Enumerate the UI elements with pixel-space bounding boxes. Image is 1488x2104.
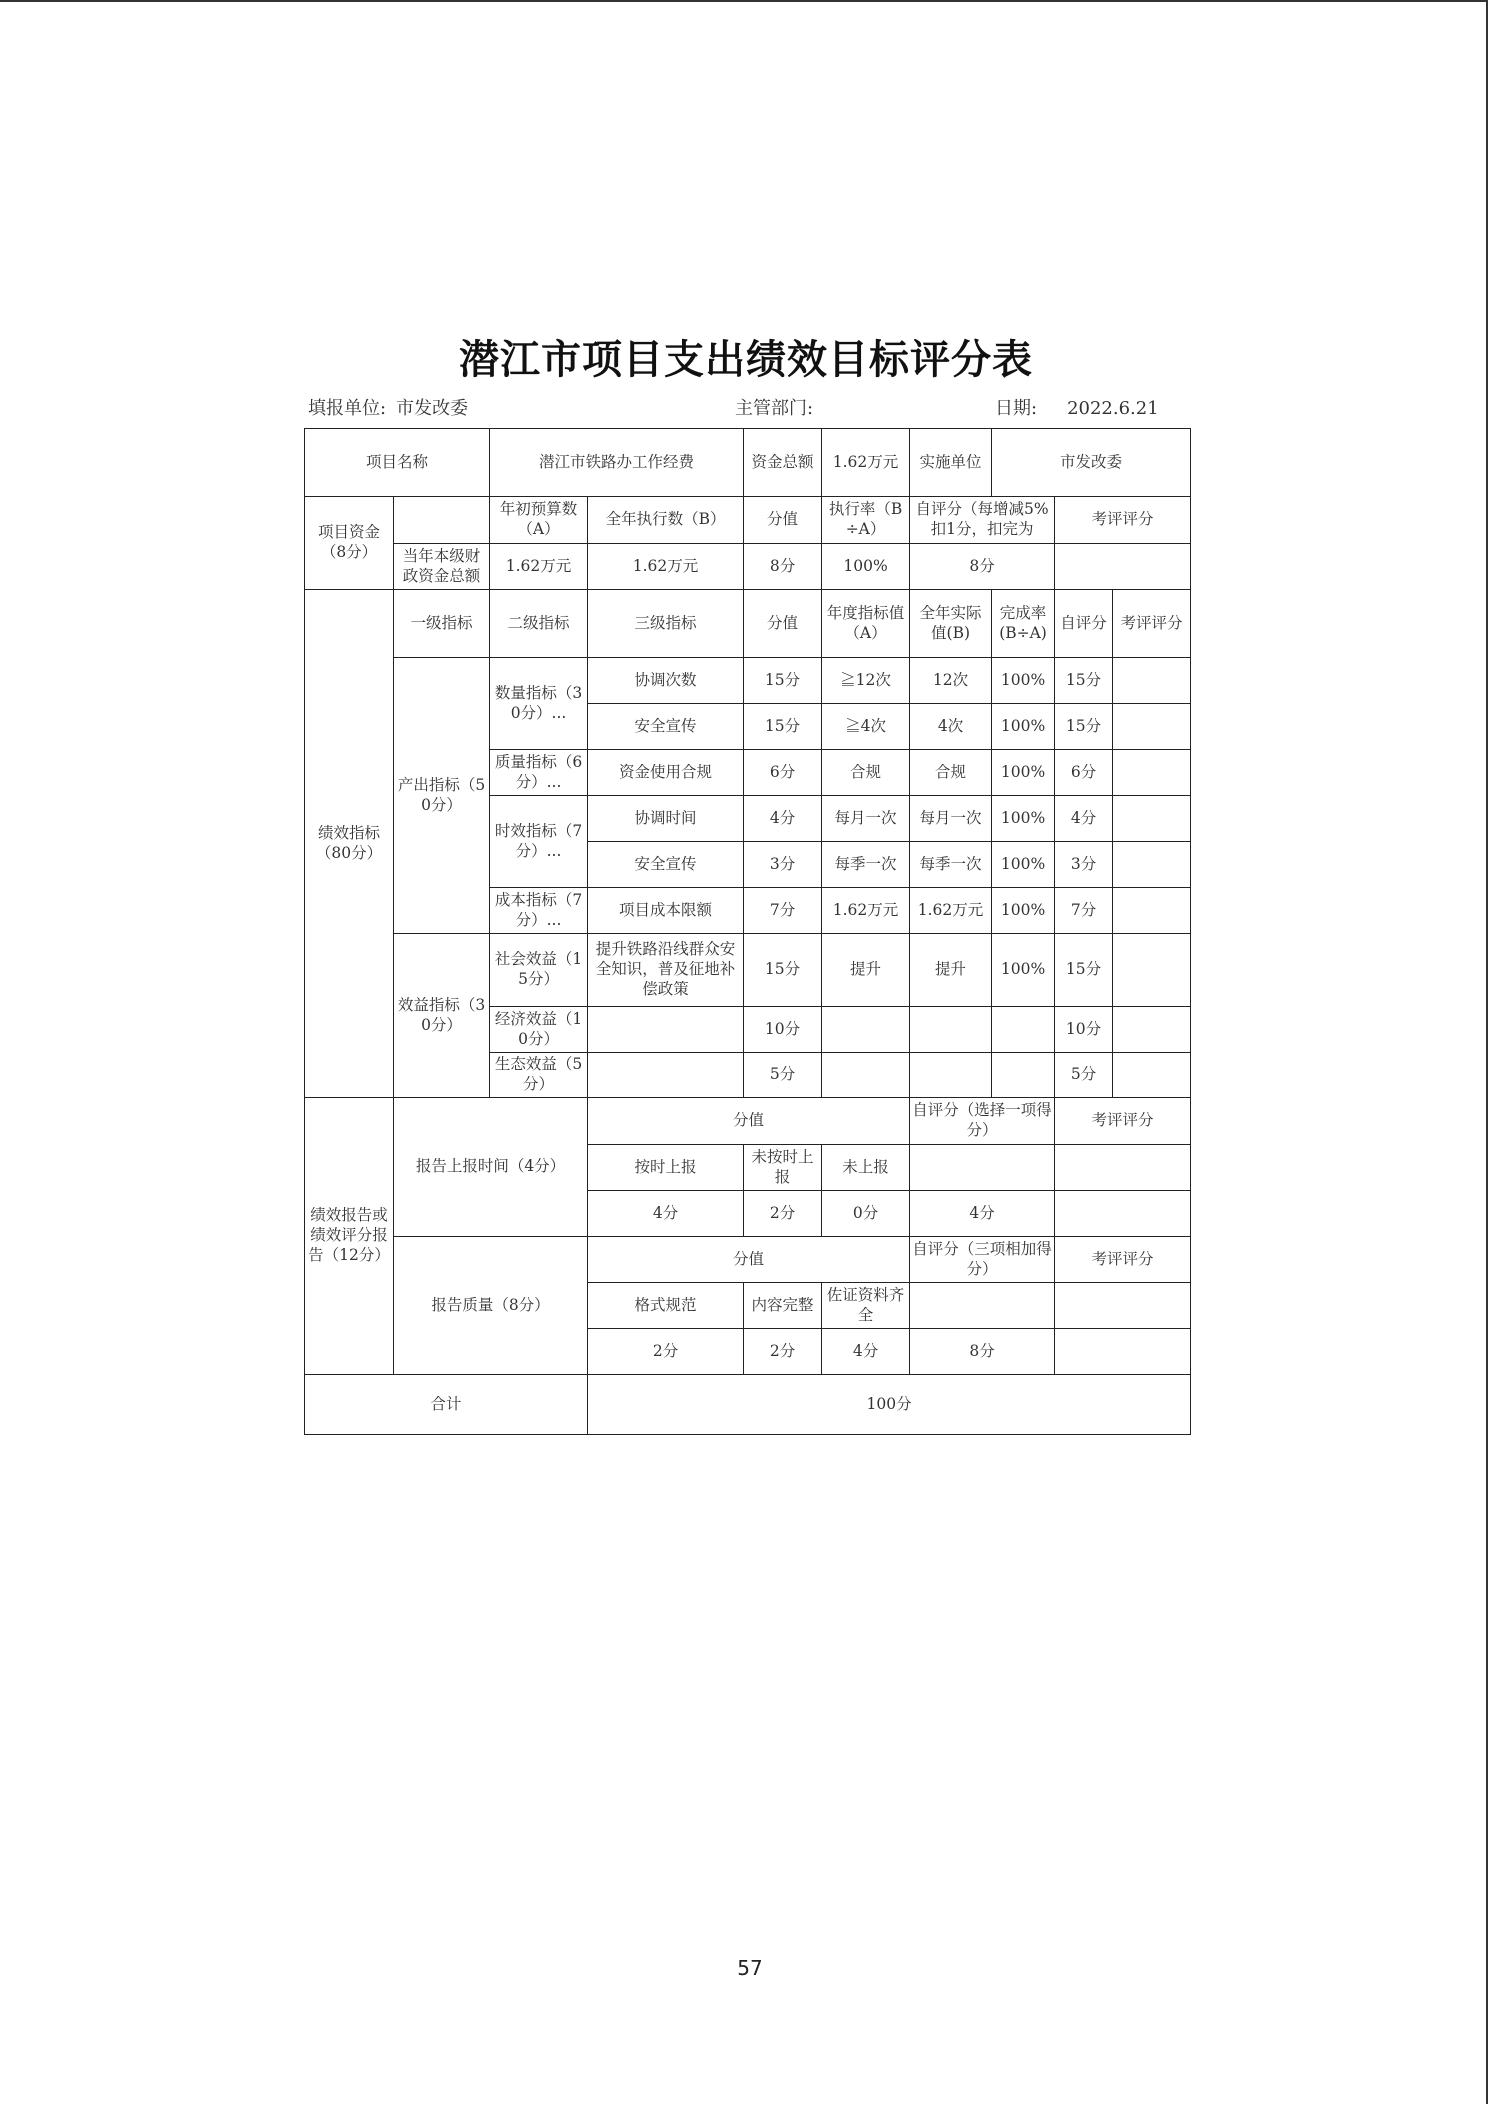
perf-actual — [910, 1053, 992, 1098]
page-number: 57 — [737, 1956, 763, 1980]
output-indicator-label: 产出指标（50分） — [394, 658, 490, 934]
perf-self: 4分 — [1055, 796, 1113, 842]
report-quality-value: 2分 — [744, 1329, 822, 1375]
report-quality-value: 4分 — [822, 1329, 910, 1375]
total-value: 100分 — [588, 1375, 1191, 1435]
cost-indicator-label: 成本指标（7分）... — [490, 888, 588, 934]
report-quality-self-blank — [910, 1283, 1055, 1329]
fund-total-value: 1.62万元 — [822, 429, 910, 497]
report-quality-review — [1055, 1329, 1191, 1375]
document-title: 潜江市项目支出绩效目标评分表 — [459, 336, 1033, 383]
perf-rate: 100% — [992, 888, 1055, 934]
social-benefit-label: 社会效益（15分） — [490, 934, 588, 1007]
perf-l3 — [588, 1007, 744, 1053]
perf-h-self: 自评分 — [1055, 590, 1113, 658]
perf-l3: 协调次数 — [588, 658, 744, 704]
perf-review — [1113, 796, 1191, 842]
perf-self: 15分 — [1055, 934, 1113, 1007]
perf-review — [1113, 842, 1191, 888]
meta-date-label: 日期: — [995, 398, 1038, 419]
meta-dept-label: 主管部门: — [735, 398, 814, 419]
perf-h-actual: 全年实际值(B) — [910, 590, 992, 658]
report-time-score-header: 分值 — [588, 1098, 910, 1145]
perf-review — [1113, 704, 1191, 750]
fund-header-row — [305, 497, 1191, 544]
project-row — [305, 429, 1191, 497]
perf-target: 每季一次 — [822, 842, 910, 888]
perf-score: 10分 — [744, 1007, 822, 1053]
perf-target — [822, 1007, 910, 1053]
perf-actual: 合规 — [910, 750, 992, 796]
report-quality-self-header: 自评分（三项相加得分） — [910, 1237, 1055, 1283]
fund-initial: 1.62万元 — [490, 544, 588, 590]
perf-actual: 每季一次 — [910, 842, 992, 888]
project-name-value: 潜江市铁路办工作经费 — [490, 429, 744, 497]
perf-self: 15分 — [1055, 658, 1113, 704]
perf-actual — [910, 1007, 992, 1053]
perf-h-l3: 三级指标 — [588, 590, 744, 658]
report-quality-label: 报告质量（8分） — [394, 1237, 588, 1375]
perf-section-label: 绩效指标（80分） — [305, 590, 394, 1098]
perf-l3: 安全宣传 — [588, 704, 744, 750]
report-time-option: 未按时上报 — [744, 1145, 822, 1191]
report-time-header-row — [305, 1098, 1191, 1145]
perf-score: 7分 — [744, 888, 822, 934]
report-time-self: 4分 — [910, 1191, 1055, 1237]
project-name-label: 项目名称 — [305, 429, 490, 497]
perf-actual: 每月一次 — [910, 796, 992, 842]
fund-col-score: 分值 — [744, 497, 822, 544]
perf-l3: 安全宣传 — [588, 842, 744, 888]
perf-rate: 100% — [992, 842, 1055, 888]
fund-row-label: 当年本级财政资金总额 — [394, 544, 490, 590]
fund-col-rate: 执行率（B÷A） — [822, 497, 910, 544]
total-label: 合计 — [305, 1375, 588, 1435]
perf-row — [305, 658, 1191, 704]
perf-h-rate: 完成率(B÷A) — [992, 590, 1055, 658]
report-section-label: 绩效报告或绩效评分报告（12分） — [305, 1098, 394, 1375]
fund-col-self: 自评分（每增减5%扣1分，扣完为 — [910, 497, 1055, 544]
perf-rate: 100% — [992, 658, 1055, 704]
perf-score: 3分 — [744, 842, 822, 888]
perf-target: ≧4次 — [822, 704, 910, 750]
perf-target: 提升 — [822, 934, 910, 1007]
report-time-self-blank — [910, 1145, 1055, 1191]
perf-h-l2: 二级指标 — [490, 590, 588, 658]
meta-unit — [308, 394, 468, 420]
report-time-label: 报告上报时间（4分） — [394, 1098, 588, 1237]
score-table — [304, 428, 1191, 1435]
perf-target: ≧12次 — [822, 658, 910, 704]
perf-review — [1113, 934, 1191, 1007]
perf-rate: 100% — [992, 796, 1055, 842]
perf-self: 6分 — [1055, 750, 1113, 796]
perf-score: 4分 — [744, 796, 822, 842]
perf-h-score: 分值 — [744, 590, 822, 658]
meta-unit-value: 市发改委 — [396, 398, 469, 419]
report-quality-option: 内容完整 — [744, 1283, 822, 1329]
perf-self: 7分 — [1055, 888, 1113, 934]
perf-l3: 提升铁路沿线群众安全知识，普及征地补偿政策 — [588, 934, 744, 1007]
perf-l3: 项目成本限额 — [588, 888, 744, 934]
report-quality-header-row — [305, 1237, 1191, 1283]
perf-l3: 协调时间 — [588, 796, 744, 842]
perf-target: 合规 — [822, 750, 910, 796]
report-quality-value: 2分 — [588, 1329, 744, 1375]
perf-l3 — [588, 1053, 744, 1098]
perf-target: 每月一次 — [822, 796, 910, 842]
perf-score: 15分 — [744, 704, 822, 750]
report-quality-option: 格式规范 — [588, 1283, 744, 1329]
ecological-benefit-label: 生态效益（5分） — [490, 1053, 588, 1098]
report-quality-option: 佐证资料齐全 — [822, 1283, 910, 1329]
perf-actual: 1.62万元 — [910, 888, 992, 934]
perf-header-row — [305, 590, 1191, 658]
total-row — [305, 1375, 1191, 1435]
perf-review — [1113, 750, 1191, 796]
perf-target — [822, 1053, 910, 1098]
perf-review — [1113, 658, 1191, 704]
fund-col-initial: 年初预算数（A） — [490, 497, 588, 544]
report-time-review-header: 考评评分 — [1055, 1098, 1191, 1145]
perf-h-l1: 一级指标 — [394, 590, 490, 658]
report-time-self-header: 自评分（选择一项得分） — [910, 1098, 1055, 1145]
report-time-option: 未上报 — [822, 1145, 910, 1191]
timeliness-indicator-label: 时效指标（7分）... — [490, 796, 588, 888]
perf-row — [305, 934, 1191, 1007]
report-quality-self: 8分 — [910, 1329, 1055, 1375]
meta-unit-label: 填报单位: — [308, 398, 387, 419]
meta-dept — [735, 394, 813, 420]
perf-score: 15分 — [744, 934, 822, 1007]
perf-h-review: 考评评分 — [1113, 590, 1191, 658]
perf-self: 3分 — [1055, 842, 1113, 888]
report-time-value: 2分 — [744, 1191, 822, 1237]
perf-actual: 4次 — [910, 704, 992, 750]
report-time-review-blank — [1055, 1145, 1191, 1191]
perf-rate: 100% — [992, 750, 1055, 796]
benefit-indicator-label: 效益指标（30分） — [394, 934, 490, 1098]
report-quality-review-header: 考评评分 — [1055, 1237, 1191, 1283]
report-quality-score-header: 分值 — [588, 1237, 910, 1283]
perf-rate — [992, 1053, 1055, 1098]
perf-rate: 100% — [992, 704, 1055, 750]
fund-col-exec: 全年执行数（B） — [588, 497, 744, 544]
impl-unit-label: 实施单位 — [910, 429, 992, 497]
fund-score: 8分 — [744, 544, 822, 590]
perf-h-target: 年度指标值（A） — [822, 590, 910, 658]
perf-self: 5分 — [1055, 1053, 1113, 1098]
meta-date — [995, 394, 1159, 420]
report-time-review — [1055, 1191, 1191, 1237]
perf-actual: 12次 — [910, 658, 992, 704]
perf-self: 10分 — [1055, 1007, 1113, 1053]
report-time-option: 按时上报 — [588, 1145, 744, 1191]
fund-self: 8分 — [910, 544, 1055, 590]
perf-target: 1.62万元 — [822, 888, 910, 934]
page-edge-top — [0, 0, 1488, 2]
perf-review — [1113, 1053, 1191, 1098]
perf-l3: 资金使用合规 — [588, 750, 744, 796]
perf-rate — [992, 1007, 1055, 1053]
fund-review — [1055, 544, 1191, 590]
perf-score: 5分 — [744, 1053, 822, 1098]
perf-review — [1113, 1007, 1191, 1053]
quantity-indicator-label: 数量指标（30分）... — [490, 658, 588, 750]
perf-score: 6分 — [744, 750, 822, 796]
perf-self: 15分 — [1055, 704, 1113, 750]
report-quality-review-blank — [1055, 1283, 1191, 1329]
economic-benefit-label: 经济效益（10分） — [490, 1007, 588, 1053]
fund-value-row — [305, 544, 1191, 590]
fund-rate: 100% — [822, 544, 910, 590]
perf-score: 15分 — [744, 658, 822, 704]
report-time-value: 4分 — [588, 1191, 744, 1237]
fund-exec: 1.62万元 — [588, 544, 744, 590]
meta-date-value: 2022.6.21 — [1067, 398, 1159, 419]
report-time-value: 0分 — [822, 1191, 910, 1237]
fund-section-label: 项目资金（8分） — [305, 497, 394, 590]
perf-rate: 100% — [992, 934, 1055, 1007]
fund-col-review: 考评评分 — [1055, 497, 1191, 544]
fund-blank-cell — [394, 497, 490, 544]
impl-unit-value: 市发改委 — [992, 429, 1191, 497]
quality-indicator-label: 质量指标（6分）... — [490, 750, 588, 796]
fund-total-label: 资金总额 — [744, 429, 822, 497]
perf-actual: 提升 — [910, 934, 992, 1007]
perf-review — [1113, 888, 1191, 934]
